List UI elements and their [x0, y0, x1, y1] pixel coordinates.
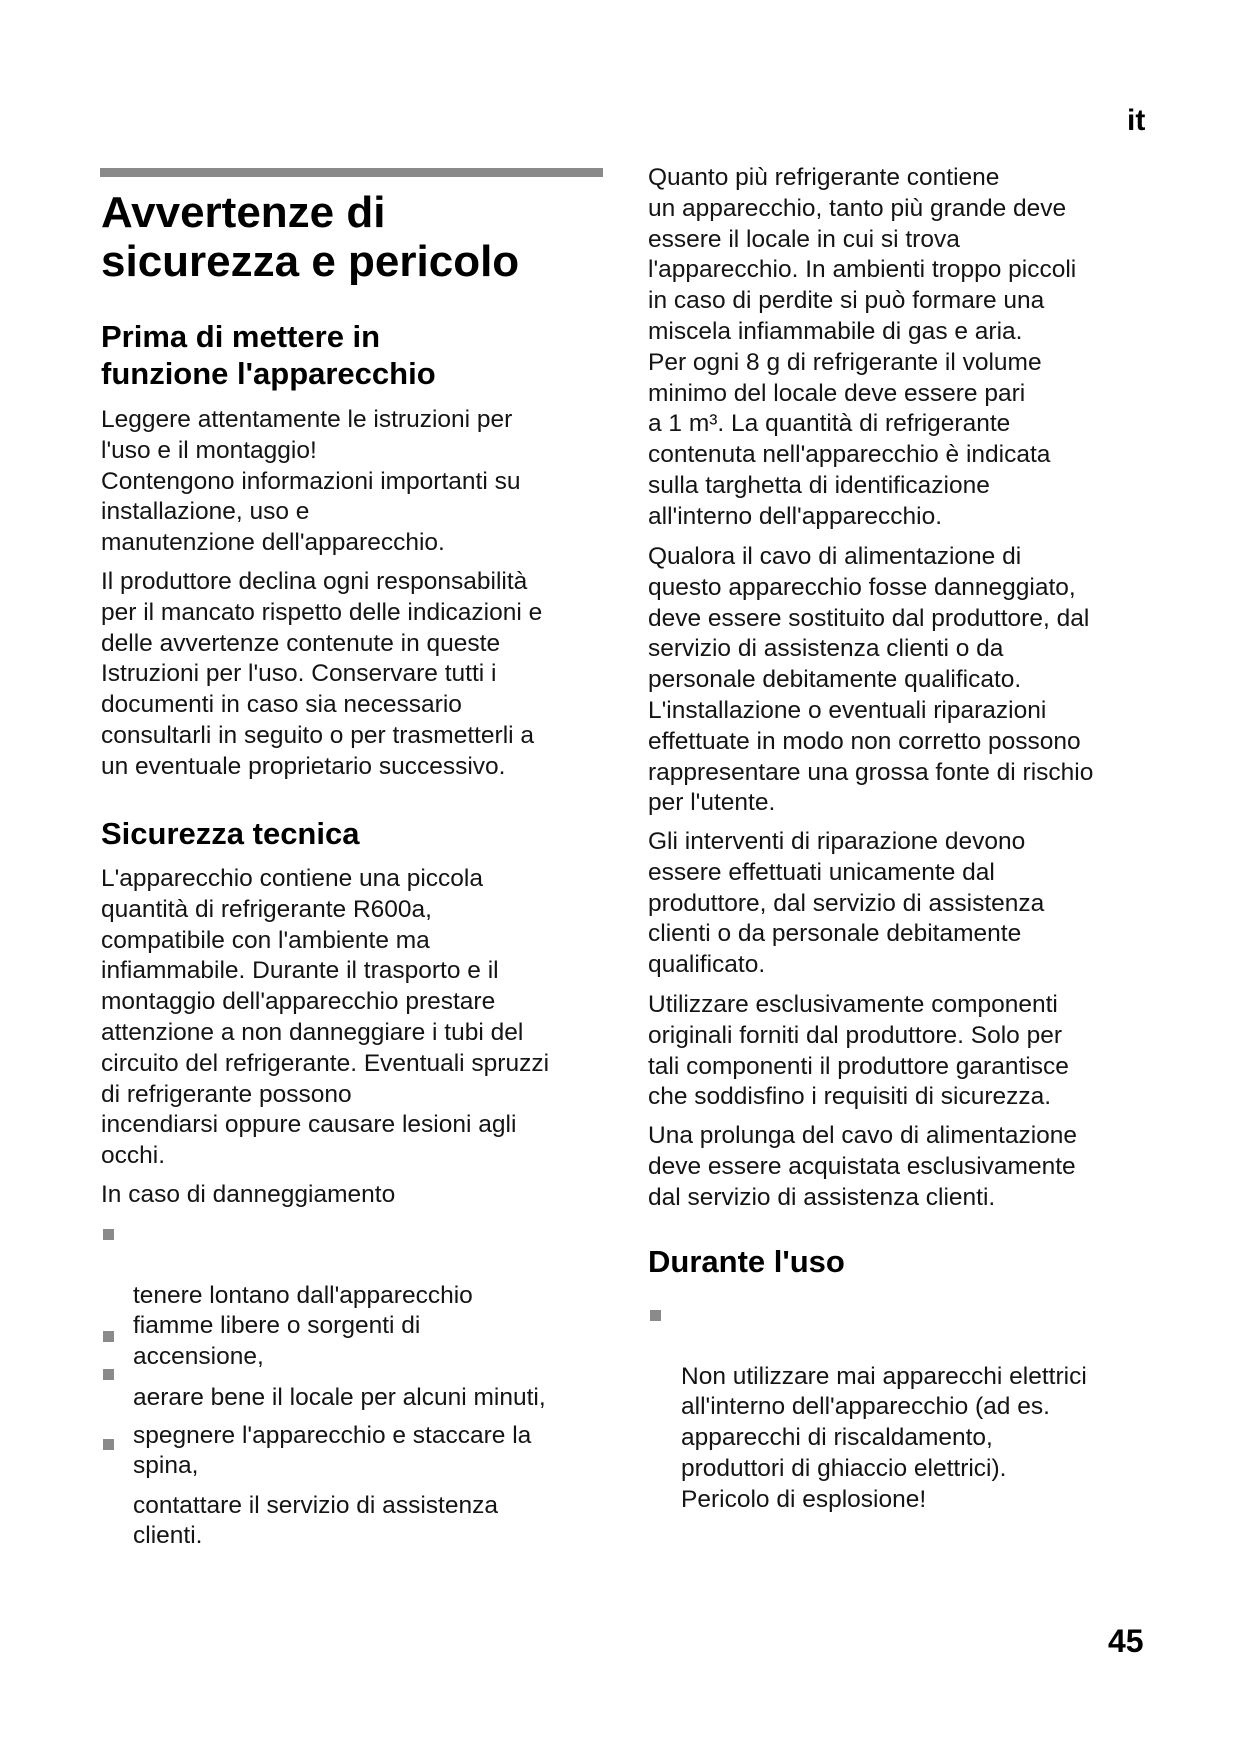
heading-before-use: Prima di mettere in funzione l'apparecchio [101, 319, 436, 391]
section-divider [100, 168, 603, 177]
paragraph: Gli interventi di riparazione devono essere effettuati unicamente dal produttore, dal servizio di assistenza clienti o da personale debitamente qualificato. [648, 828, 1045, 979]
paragraph: Il produttore declina ogni responsabilità per il mancato rispetto delle indicazioni e delle avvertenze contenute in queste Istruzioni per l'uso. Conservare tutti i documenti in caso sia necessario consultarli in seguito o per trasmetterli a un eventuale proprietario successivo. [101, 568, 543, 780]
paragraph: L'apparecchio contiene una piccola quantità di refrigerante R600a, compatibile con l'ambiente ma infiammabile. Durante il trasporto e il montaggio dell'apparecchio prestare attenzione a non danneggiare i tubi del circuito del refrigerante. Eventuali spruzzi di refrigerante possono incendiarsi oppure causare lesioni agli occhi. [101, 865, 550, 1170]
paragraph: Qualora il cavo di alimentazione di questo apparecchio fosse danneggiato, deve essere sostituito dal produttore, dal servizio di assistenza clienti o da personale debitamente qualificato. L'installazione o eventuali riparazioni effettuate in modo non corretto possono rappresentare una grossa fonte di rischio per l'utente. [648, 543, 1094, 817]
heading-technical-safety: Sicurezza tecnica [101, 816, 360, 851]
page-number: 45 [1108, 1623, 1144, 1659]
paragraph: Una prolunga del cavo di alimentazione deve essere acquistata esclusivamente dal servizio di assistenza clienti. [648, 1122, 1078, 1211]
bullet-icon [103, 1369, 114, 1380]
bullet-icon [650, 1310, 661, 1321]
bullet-icon [103, 1229, 114, 1240]
list-item-text: Non utilizzare mai apparecchi elettrici all'interno dell'apparecchio (ad es. apparecchi di riscaldamento, produttori di ghiaccio elettrici). Pericolo di esplosione! [681, 1362, 1087, 1513]
paragraph: Leggere attentamente le istruzioni per l'uso e il montaggio! Contengono informazioni importanti su installazione, uso e manutenzione dell'apparecchio. [101, 406, 521, 557]
language-label: it [1127, 104, 1146, 137]
list-item-text: spegnere l'apparecchio e staccare la spina, [133, 1421, 532, 1480]
bullet-icon [103, 1439, 114, 1450]
paragraph: In caso di danneggiamento [101, 1181, 396, 1208]
list-item-text: contattare il servizio di assistenza clienti. [133, 1491, 498, 1550]
page-title: Avvertenze di sicurezza e pericolo [101, 188, 520, 286]
list-item-text: aerare bene il locale per alcuni minuti, [133, 1383, 546, 1411]
list-item-text: tenere lontano dall'apparecchio fiamme libere o sorgenti di accensione, [133, 1281, 473, 1371]
paragraph: Quanto più refrigerante contiene un apparecchio, tanto più grande deve essere il locale in cui si trova l'apparecchio. In ambienti troppo piccoli in caso di perdite si può formare una miscela infiammabile di gas e aria. Per ogni 8 g di refrigerante il volume minimo del locale deve essere pari a 1 m³. La quantità di refrigerante contenuta nell'apparecchio è indicata sulla targhetta di identificazione all'interno dell'apparecchio. [648, 164, 1077, 530]
list-item [648, 1300, 1178, 1546]
heading-during-use: Durante l'uso [648, 1244, 845, 1279]
list-item [101, 1429, 631, 1583]
paragraph: Utilizzare esclusivamente componenti originali forniti dal produttore. Solo per tali componenti il produttore garantisce che soddisfino i requisiti di sicurezza. [648, 991, 1069, 1111]
bullet-icon [103, 1331, 114, 1342]
